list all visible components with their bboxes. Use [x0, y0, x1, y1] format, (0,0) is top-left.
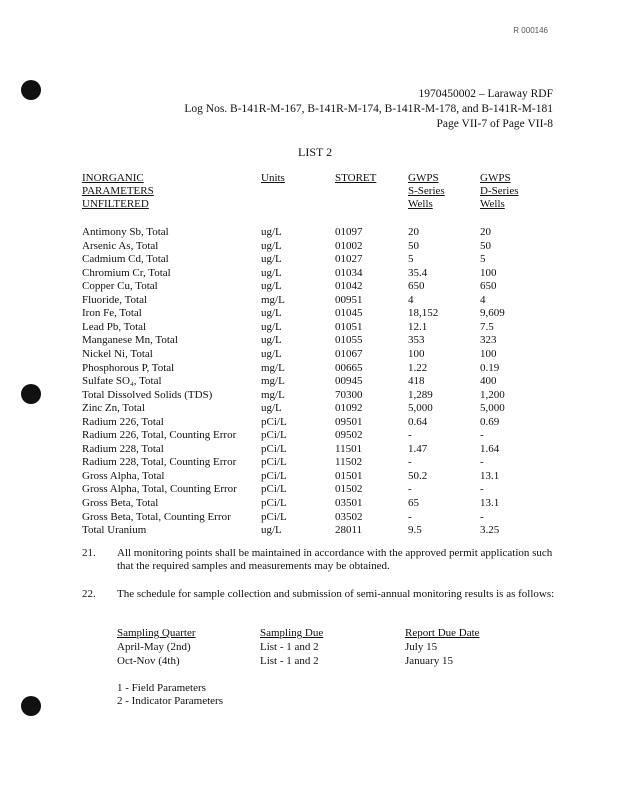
table-row — [82, 429, 552, 443]
storet-cell: 01055 — [335, 334, 363, 347]
table-row — [82, 416, 552, 430]
table-row — [82, 334, 552, 348]
s-header-line-1: GWPS — [408, 172, 439, 184]
parameter-name: Radium 226, Total, Counting Error — [82, 429, 237, 442]
table-row — [82, 375, 552, 389]
s-series-value: 0.64 — [408, 415, 428, 428]
unit-cell: ug/L — [261, 334, 282, 347]
s-series-value: 353 — [408, 334, 425, 347]
d-series-value: 323 — [480, 334, 497, 347]
s-series-value: 18,152 — [408, 307, 439, 320]
d-series-value: 1,200 — [480, 388, 505, 401]
bates-number: R 000146 — [513, 26, 548, 35]
d-series-value: 100 — [480, 347, 497, 360]
storet-cell: 11501 — [335, 442, 363, 455]
d-series-value: 20 — [480, 226, 491, 238]
schedule-header-due: Sampling Due — [260, 627, 324, 639]
paragraph-21-number: 21. — [82, 547, 96, 559]
d-series-value: 13.1 — [480, 469, 500, 482]
d-series-value: 13.1 — [480, 497, 500, 509]
s-series-value: - — [408, 456, 412, 469]
table-row — [82, 307, 552, 321]
storet-cell: 28011 — [335, 524, 363, 537]
storet-cell: 01002 — [335, 239, 363, 252]
d-series-value: 650 — [480, 280, 497, 293]
storet-cell: 01051 — [335, 320, 363, 333]
param-column-header — [82, 172, 154, 211]
paragraph-22-text: The schedule for sample collection and submission of semi-annual monitoring results is as follows: — [117, 588, 555, 600]
table-row — [82, 483, 552, 497]
unit-cell: pCi/L — [261, 429, 287, 442]
unit-cell: mg/L — [261, 361, 285, 374]
s-series-value: 1.22 — [408, 361, 428, 374]
parameter-name: Zinc Zn, Total — [82, 402, 145, 415]
storet-cell: 01042 — [335, 280, 363, 293]
parameter-name: Radium 228, Total — [82, 442, 164, 455]
s-series-value: 20 — [408, 226, 419, 238]
unit-cell: ug/L — [261, 347, 282, 360]
table-row — [82, 524, 552, 538]
unit-cell: ug/L — [261, 524, 282, 537]
unit-cell: mg/L — [261, 293, 285, 306]
d-series-value: 100 — [480, 266, 497, 279]
s-series-value: 1,289 — [408, 388, 433, 401]
parameter-name: Total Dissolved Solids (TDS) — [82, 388, 213, 401]
units-column-header: Units — [261, 172, 285, 184]
parameter-name: Gross Alpha, Total, Counting Error — [82, 483, 237, 496]
s-series-value: 418 — [408, 375, 425, 388]
parameter-name: Manganese Mn, Total — [82, 334, 178, 347]
unit-cell: pCi/L — [261, 442, 287, 455]
storet-cell: 00951 — [335, 293, 363, 306]
table-row — [82, 443, 552, 457]
paragraph-21-text: All monitoring points shall be maintained in accordance with the approved permit application such that the required samples and measurements may be obtained. — [117, 547, 553, 572]
schedule-header-quarter: Sampling Quarter — [117, 627, 196, 639]
table-row — [82, 253, 552, 267]
parameter-name: Gross Beta, Total — [82, 497, 159, 509]
param-header-line-3: UNFILTERED — [82, 198, 149, 210]
punch-hole-top — [21, 80, 41, 100]
schedule-row-2-due: List - 1 and 2 — [260, 655, 319, 667]
s-series-value: 50 — [408, 239, 419, 252]
s-series-value: 1.47 — [408, 442, 428, 455]
d-series-value: 5,000 — [480, 402, 505, 415]
s-series-value: 4 — [408, 293, 414, 306]
note-1: 1 - Field Parameters — [117, 682, 206, 694]
s-header-line-2: S-Series — [408, 185, 445, 197]
unit-cell: pCi/L — [261, 456, 287, 469]
table-row — [82, 280, 552, 294]
table-row — [82, 362, 552, 376]
d-series-value: 1.64 — [480, 442, 500, 455]
d-series-value: 5 — [480, 253, 486, 266]
s-series-value: - — [408, 429, 412, 442]
d-header-line-1: GWPS — [480, 172, 511, 184]
storet-cell: 01502 — [335, 483, 363, 496]
schedule-header-report: Report Due Date — [405, 627, 480, 639]
storet-cell: 01027 — [335, 253, 363, 266]
param-header-line-1: INORGANIC — [82, 172, 144, 184]
unit-cell: ug/L — [261, 226, 282, 238]
storet-cell: 03502 — [335, 510, 363, 523]
d-series-value: - — [480, 510, 484, 523]
punch-hole-bottom — [21, 696, 41, 716]
parameter-name: Copper Cu, Total — [82, 280, 158, 293]
schedule-row-2-report: January 15 — [405, 655, 453, 667]
d-header-line-3: Wells — [480, 198, 505, 210]
storet-cell: 01092 — [335, 402, 363, 415]
table-row — [82, 321, 552, 335]
parameter-name: Phosphorous P, Total — [82, 361, 175, 374]
s-series-value: 50.2 — [408, 469, 428, 482]
s-series-value: 9.5 — [408, 524, 422, 537]
table-row — [82, 348, 552, 362]
table-row — [82, 267, 552, 281]
parameter-name: Lead Pb, Total — [82, 320, 147, 333]
list-title: LIST 2 — [298, 145, 333, 159]
d-series-value: 9,609 — [480, 307, 505, 320]
d-series-value: - — [480, 456, 484, 469]
d-series-value: - — [480, 429, 484, 442]
storet-cell: 70300 — [335, 388, 363, 401]
unit-cell: ug/L — [261, 266, 282, 279]
parameter-name: Sulfate SO₄, Total — [82, 375, 162, 388]
d-series-value: 0.69 — [480, 415, 500, 428]
d-header-line-2: D-Series — [480, 185, 519, 197]
header-line-3: Page VII-7 of Page VII-8 — [436, 118, 553, 130]
s-series-value: 35.4 — [408, 266, 428, 279]
d-series-value: 4 — [480, 293, 486, 306]
unit-cell: ug/L — [261, 280, 282, 293]
table-row — [82, 226, 552, 240]
table-row — [82, 294, 552, 308]
table-row — [82, 497, 552, 511]
table-row — [82, 456, 552, 470]
s-series-value: 5,000 — [408, 402, 433, 415]
s-series-value: 12.1 — [408, 320, 428, 333]
s-series-value: 65 — [408, 497, 419, 509]
parameter-name: Gross Beta, Total, Counting Error — [82, 510, 231, 523]
unit-cell: ug/L — [261, 402, 282, 415]
storet-cell: 03501 — [335, 497, 363, 509]
s-series-value: - — [408, 510, 412, 523]
table-row — [82, 402, 552, 416]
storet-column-header: STORET — [335, 172, 377, 184]
storet-cell: 11502 — [335, 456, 363, 469]
storet-cell: 01097 — [335, 226, 363, 238]
parameter-name: Nickel Ni, Total — [82, 347, 153, 360]
d-series-value: 3.25 — [480, 524, 500, 537]
unit-cell: ug/L — [261, 307, 282, 320]
storet-cell: 01045 — [335, 307, 363, 320]
table-row — [82, 511, 552, 525]
unit-cell: ug/L — [261, 320, 282, 333]
parameter-name: Gross Alpha, Total — [82, 469, 165, 482]
parameter-name: Chromium Cr, Total — [82, 266, 171, 279]
parameter-name: Antimony Sb, Total — [82, 226, 169, 238]
d-series-value: 400 — [480, 375, 497, 388]
unit-cell: mg/L — [261, 388, 285, 401]
table-row — [82, 470, 552, 484]
parameter-name: Cadmium Cd, Total — [82, 253, 169, 266]
d-series-value: 50 — [480, 239, 491, 252]
unit-cell: mg/L — [261, 375, 285, 388]
storet-cell: 01501 — [335, 469, 363, 482]
note-2: 2 - Indicator Parameters — [117, 695, 223, 707]
parameter-name: Total Uranium — [82, 524, 147, 537]
unit-cell: pCi/L — [261, 497, 287, 509]
storet-cell: 01034 — [335, 266, 363, 279]
parameter-name: Iron Fe, Total — [82, 307, 142, 320]
storet-cell: 00665 — [335, 361, 363, 374]
schedule-row-1-due: List - 1 and 2 — [260, 641, 319, 653]
punch-hole-middle — [21, 384, 41, 404]
table-row — [82, 240, 552, 254]
d-series-value: 0.19 — [480, 361, 500, 374]
d-series-value: - — [480, 483, 484, 496]
unit-cell: ug/L — [261, 239, 282, 252]
storet-cell: 09502 — [335, 429, 363, 442]
unit-cell: pCi/L — [261, 415, 287, 428]
storet-cell: 00945 — [335, 375, 363, 388]
s-header-line-3: Wells — [408, 198, 433, 210]
parameter-name: Radium 226, Total — [82, 415, 164, 428]
d-series-column-header — [480, 172, 519, 211]
schedule-row-1-quarter: April-May (2nd) — [117, 641, 191, 653]
schedule-row-1-report: July 15 — [405, 641, 438, 653]
header-line-2: Log Nos. B-141R-M-167, B-141R-M-174, B-141R-M-178, and B-141R-M-181 — [184, 103, 553, 115]
schedule-row-2-quarter: Oct-Nov (4th) — [117, 655, 180, 667]
d-series-value: 7.5 — [480, 320, 494, 333]
paragraph-22-number: 22. — [82, 588, 96, 600]
unit-cell: pCi/L — [261, 483, 287, 496]
unit-cell: pCi/L — [261, 510, 287, 523]
param-header-line-2: PARAMETERS — [82, 185, 154, 197]
s-series-value: 5 — [408, 253, 414, 266]
storet-cell: 01067 — [335, 347, 363, 360]
unit-cell: pCi/L — [261, 469, 287, 482]
s-series-column-header — [408, 172, 445, 211]
header-line-1: 1970450002 – Laraway RDF — [418, 88, 553, 100]
parameter-name: Fluoride, Total — [82, 293, 148, 306]
unit-cell: ug/L — [261, 253, 282, 266]
table-row — [82, 389, 552, 403]
parameter-name: Radium 228, Total, Counting Error — [82, 456, 237, 469]
parameter-name: Arsenic As, Total — [82, 239, 159, 252]
storet-cell: 09501 — [335, 415, 363, 428]
s-series-value: 100 — [408, 347, 425, 360]
s-series-value: 650 — [408, 280, 425, 293]
s-series-value: - — [408, 483, 412, 496]
